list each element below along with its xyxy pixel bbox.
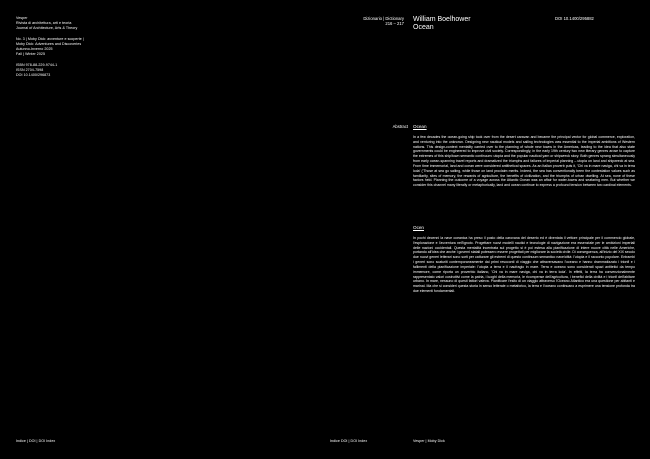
journal-info: [16, 16, 106, 84]
abstract-en: [413, 124, 635, 188]
abstract-it: [413, 225, 635, 294]
abstract-it-heading: Ocen: [413, 225, 424, 230]
journal-name: Vesper: [16, 16, 28, 20]
journal-title-block: [16, 16, 106, 31]
isbn: ISBN 978-88-229-9744-1: [16, 63, 58, 67]
abstract-en-heading: Ocean: [413, 124, 427, 129]
journal-doi: DOI 10.1400/296873: [16, 73, 51, 77]
issn: ISSN 2704-7598: [16, 68, 44, 72]
abstract-en-text: In a few decades the ocean-going ship took over from the desert caravan and became the principal vector for global commerce, exploration, and venturing into the unknown. Designing new nautical models and sailing technologies was essential to the imperial ambitions of Western nations. This design-context mentality carried over to the planning of whole new towns in the Americas, leading to the idea that also state governments could be engineered to improve civil society. Correspondingly, in the early 19th century two new literary genres arose to capture the extremes of this ship/town semantic continuum: utopia and the popular nautical yarn or shipwreck story. Both genres sprang simultaneously from early ocean-spanning travel reports and dramatized the triumphs and failures of imperial planning – utopia on land and shipwreck at sea. From time immemorial, land and ocean were considered antithetical spaces. As an Italian proverb puts it, 'Chi va in mare naviga, chi va in terra loda' ('Those at sea go sailing, while those on land proclaim merits. Indeed, the sea has conventionally been the contestation values such as familiarity, sites of memory, the rewards of agriculture, the benefits of civilization, and the triumphs of urban dwelling. At sea, none of these factors held. Planning the outcome of a voyage across the Atlantic Ocean was an affair for water-towns and seafaring men. But whether we consider this channel many literally or metaphorically, land and ocean continue to express a profound tension between two cardinal elements.: [413, 135, 635, 188]
footer-right: Vesper | Moby Dick: [413, 439, 445, 443]
footer-center[interactable]: Indice DOI | DOI Index: [330, 439, 368, 443]
issue-line-1: No. 3 | Moby Dick: avventure e scoperte |: [16, 37, 84, 41]
abstract-label: Abstract: [392, 124, 408, 129]
issue-block: [16, 37, 106, 57]
section-name: Dizionario | Dictionary: [363, 16, 404, 21]
article-title: Ocean: [413, 24, 434, 31]
article-doi[interactable]: DOI 10.1400/295882: [555, 16, 594, 21]
article-author: William Boelhower: [413, 16, 471, 23]
issue-line-3: Autunno-Inverno 2025: [16, 47, 53, 51]
issue-line-2: Moby Dick: Adventures and Discoveries: [16, 42, 82, 46]
journal-subtitle-en: Journal of Architecture, Arts & Theory: [16, 26, 78, 30]
issue-line-4: Fall | Winter 2025: [16, 52, 45, 56]
section-info: [344, 16, 404, 27]
journal-subtitle-it: Rivista di architettura, arti e teoria: [16, 21, 72, 25]
abstract-it-text: In pochi decenni la nave oceanica ha preso il posto della carovana del deserto ed è diventata il vettore principale per il commercio globale, l'esplorazione e l'avventura nell'ignoto. Progettare nuovi modelli nautici e tecnologie di navigazione era essenziale per le ambizioni imperiali delle nazioni occidentali. Questa mentalità incentrata sul progetto si è poi estesa alla pianificazione di intere nuove città nelle Americhe, portando all'idea che anche i governi statali potessero essere progettati per migliorare la società civile. Di conseguenza, all'inizio del XIX secolo due nuovi generi letterari sono sorti per catturare gli estremi di questo continuum semantico nave/città: l'utopia e il racconto popolare. Entrambi i generi sono scaturiti contemporaneamente dai primi resoconti di viaggio che attraversavano l'oceano e hanno drammatizzato i trionfi e i fallimenti della pianificazione imperiale: l'utopia a terra e il naufragio in mare. Terra e oceano sono considerati spazi antitetici da tempo immemore, come riporta un proverbio italiano, 'Chi va in mare naviga, chi va in terra loda'. In effetti, la terra ha convenzionalmente rappresentato valori costruttivi come la patria, i luoghi della memoria, le ricompense dell'agricoltura, i benefici della civiltà e i trionfi dell'abitare urbano. In mare, nessuno di questi fattori valeva. Pianificare l'esito di un viaggio attraverso l'Oceano Atlantico era una questione per abitanti e marinai. Ma che si consideri questa storia in senso letterale o metaforico, la terra e l'oceano continuano a esprimere una tensione profonda tra due elementi fondamentali.: [413, 236, 635, 293]
section-pages: 216 – 217: [385, 21, 404, 27]
footer-left[interactable]: Indice | DOI | DOI Index: [16, 439, 56, 443]
identifiers-block: [16, 63, 106, 78]
article-header: [413, 16, 471, 32]
